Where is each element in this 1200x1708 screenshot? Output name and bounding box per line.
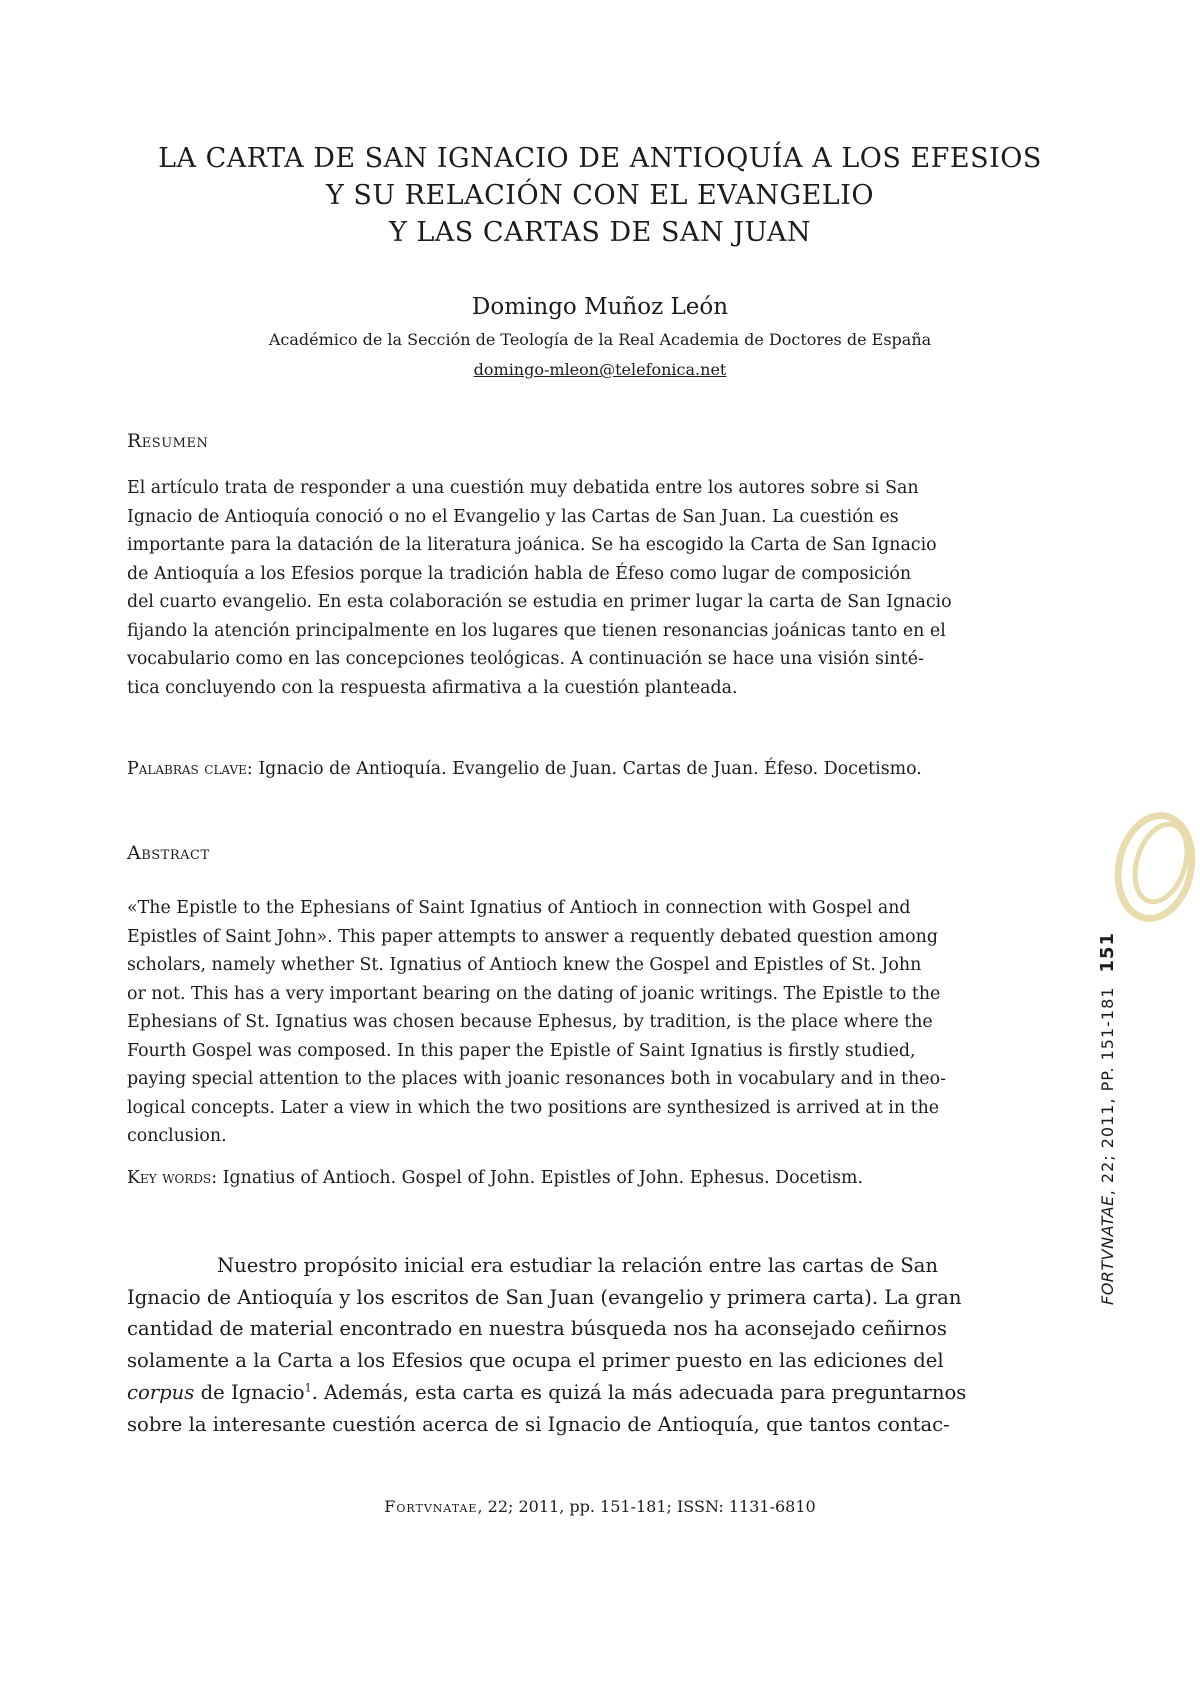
side-citation: , 22; 2011, PP. 151-181 (1098, 986, 1117, 1196)
abstract-text (127, 894, 1017, 1151)
abstract-line: «The Epistle to the Ephesians of Saint Ignatius of Antioch in connection with Gospel and (127, 898, 911, 918)
title-line-2: Y SU RELACIÓN CON EL EVANGELIO (325, 180, 875, 211)
body-line: sobre la interesante cuestión acerca de si Ignacio de Antioquía, que tantos contac- (127, 1412, 950, 1436)
body-line: Ignacio de Antioquía y los escritos de San Juan (evangelio y primera carta). La gran (127, 1285, 962, 1309)
abstract-line: Ephesians of St. Ignatius was chosen because Ephesus, by tradition, is the place where the (127, 1012, 933, 1032)
resumen-line: Ignacio de Antioquía conoció o no el Evangelio y las Cartas de San Juan. La cuestión es (127, 506, 899, 527)
body-line: Nuestro propósito inicial era estudiar la relación entre las cartas de San (217, 1254, 939, 1277)
body-text-run: . Además, esta carta es quizá la más adecuada para preguntarnos (311, 1380, 967, 1404)
title-line-1: LA CARTA DE SAN IGNACIO DE ANTIOQUÍA A LOS EFESIOS (158, 143, 1042, 174)
footer-journal: Fortvnatae (384, 1497, 478, 1516)
resumen-heading: Resumen (127, 430, 209, 452)
author-name: Domingo Muñoz León (471, 294, 729, 320)
author-email (100, 360, 1100, 379)
abstract-line: logical concepts. Later a view in which the two positions are synthesized is arrived at in the (127, 1097, 940, 1118)
resumen-line: tica concluyendo con la respuesta afirmativa a la cuestión planteada. (127, 677, 738, 698)
body-line: cantidad de material encontrado en nuestra búsqueda nos ha aconsejado ceñirnos (127, 1317, 947, 1341)
footer-citation: , 22; 2011, pp. 151-181; ISSN: 1131-6810 (477, 1497, 816, 1516)
body-paragraph (127, 1250, 1017, 1440)
resumen-line: fijando la atención principalmente en los lugares que tienen resonancias joánicas tanto en el (127, 620, 946, 641)
key-words-label: Key words: (127, 1168, 218, 1188)
resumen-line: de Antioquía a los Efesios porque la tradición habla de Éfeso como lugar de composición (127, 563, 912, 584)
palabras-clave (127, 759, 922, 779)
side-journal: FORTVNATAE (1098, 1195, 1117, 1305)
abstract-line: Epistles of Saint John». This paper attempts to answer a requently debated question among (127, 926, 938, 947)
abstract-line: conclusion. (127, 1126, 227, 1146)
corpus-italic: corpus (127, 1380, 195, 1404)
key-words-list: Ignatius of Antioch. Gospel of John. Epistles of John. Ephesus. Docetism. (222, 1168, 864, 1188)
palabras-clave-label: Palabras clave: (127, 759, 253, 779)
resumen-line: importante para la datación de la literatura joánica. Se ha escogido la Carta de San Ignacio (127, 535, 937, 555)
key-words (127, 1168, 863, 1188)
body-text-run: de Ignacio (194, 1380, 305, 1404)
author-affiliation: Académico de la Sección de Teología de la Real Academia de Doctores de España (268, 330, 932, 349)
abstract-line: scholars, namely whether St. Ignatius of Antioch knew the Gospel and Epistles of St. John (127, 955, 922, 975)
body-line: solamente a la Carta a los Efesios que ocupa el primer puesto en las ediciones del (127, 1349, 944, 1373)
abstract-heading: Abstract (127, 842, 210, 864)
body-line (127, 1377, 1017, 1409)
resumen-text (127, 474, 1017, 702)
footnote-ref[interactable]: 1 (304, 1381, 312, 1395)
decorative-ornament (1095, 805, 1200, 935)
palabras-clave-list: Ignacio de Antioquía. Evangelio de Juan. Cartas de Juan. Éfeso. Docetismo. (258, 759, 922, 779)
side-running-head (1097, 932, 1118, 1305)
resumen-line: del cuarto evangelio. En esta colaboración se estudia en primer lugar la carta de San Ignacio (127, 592, 952, 612)
resumen-line: El artículo trata de responder a una cuestión muy debatida entre los autores sobre si San (127, 478, 919, 498)
abstract-line: paying special attention to the places with joanic resonances both in vocabulary and in theo- (127, 1069, 946, 1089)
abstract-line: Fourth Gospel was composed. In this paper the Epistle of Saint Ignatius is firstly studied, (127, 1040, 916, 1061)
title-line-3: Y LAS CARTAS DE SAN JUAN (388, 217, 812, 248)
article-title (100, 140, 1100, 251)
email-link[interactable]: domingo-mleon@telefonica.net (473, 360, 727, 379)
page-number: 151 (1097, 931, 1118, 973)
abstract-line: or not. This has a very important bearing on the dating of joanic writings. The Epistle to the (127, 983, 941, 1004)
resumen-line: vocabulario como en las concepciones teológicas. A continuación se hace una visión sinté- (127, 649, 924, 669)
page-footer (100, 1497, 1100, 1516)
